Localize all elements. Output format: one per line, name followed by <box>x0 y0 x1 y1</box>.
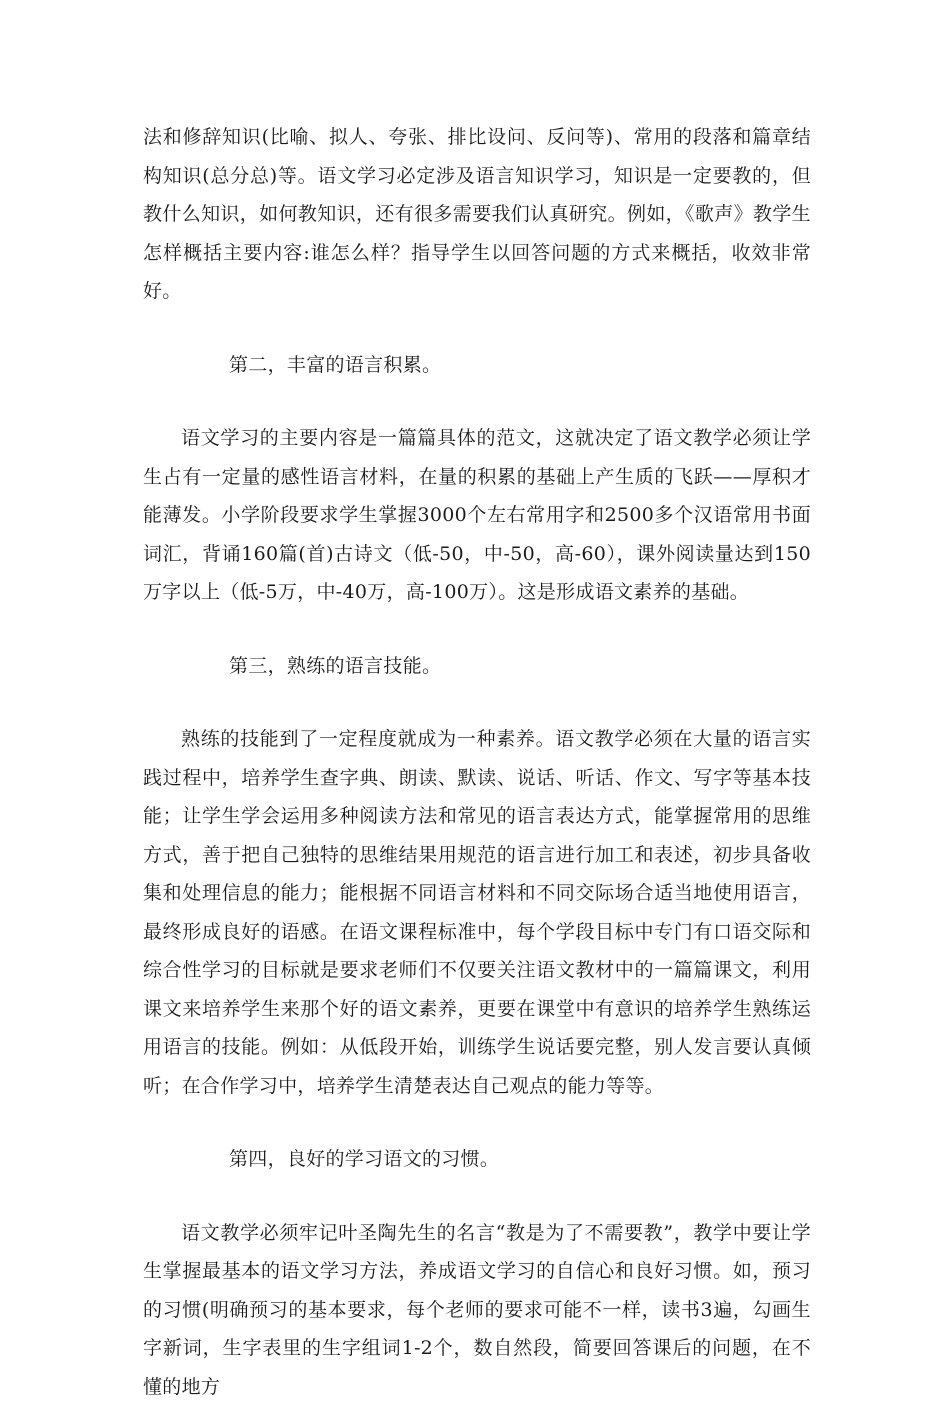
heading-language-skills: 第三，熟练的语言技能。 <box>143 647 811 686</box>
paragraph-knowledge-continued: 法和修辞知识(比喻、拟人、夸张、排比设问、反问等)、常用的段落和篇章结构知识(总分总)等。语文学习必定涉及语言知识学习，知识是一定要教的，但教什么知识，如何教知识，还有很多需要我们认真研究。例如，《歌声》教学生怎样概括主要内容:谁怎么样？指导学生以回答问题的方式来概括，收效非常好。 <box>143 118 811 311</box>
paragraph-learning-habits: 语文教学必须牢记叶圣陶先生的名言“教是为了不需要教”，教学中要让学生掌握最基本的语文学习方法，养成语文学习的自信心和良好习惯。如，预习的习惯(明确预习的基本要求，每个老师的要求可能不一样，读书3遍，勾画生字新词，生字表里的生字组词1-2个，数自然段，简要回答课后的问题，在不懂的地方 <box>143 1214 811 1406</box>
heading-learning-habits: 第四，良好的学习语文的习惯。 <box>143 1140 811 1179</box>
heading-language-accumulation: 第二，丰富的语言积累。 <box>143 346 811 385</box>
document-body <box>143 118 811 1406</box>
paragraph-language-skills: 熟练的技能到了一定程度就成为一种素养。语文教学必须在大量的语言实践过程中，培养学生查字典、朗读、默读、说话、听话、作文、写字等基本技能；让学生学会运用多种阅读方法和常见的语言表达方式，能掌握常用的思维方式，善于把自己独特的思维结果用规范的语言进行加工和表述，初步具备收集和处理信息的能力；能根据不同语言材料和不同交际场合适当地使用语言，最终形成良好的语感。在语文课程标准中，每个学段目标中专门有口语交际和综合性学习的目标就是要求老师们不仅要关注语文教材中的一篇篇课文，利用课文来培养学生来那个好的语文素养，更要在课堂中有意识的培养学生熟练运用语言的技能。例如：从低段开始，训练学生说话要完整，别人发言要认真倾听；在合作学习中，培养学生清楚表达自己观点的能力等等。 <box>143 720 811 1105</box>
paragraph-language-accumulation: 语文学习的主要内容是一篇篇具体的范文，这就决定了语文教学必须让学生占有一定量的感性语言材料，在量的积累的基础上产生质的飞跃——厚积才能薄发。小学阶段要求学生掌握3000个左右常用字和2500多个汉语常用书面词汇，背诵160篇(首)古诗文（低-50，中-50，高-60），课外阅读量达到150万字以上（低-5万，中-40万，高-100万）。这是形成语文素养的基础。 <box>143 419 811 612</box>
